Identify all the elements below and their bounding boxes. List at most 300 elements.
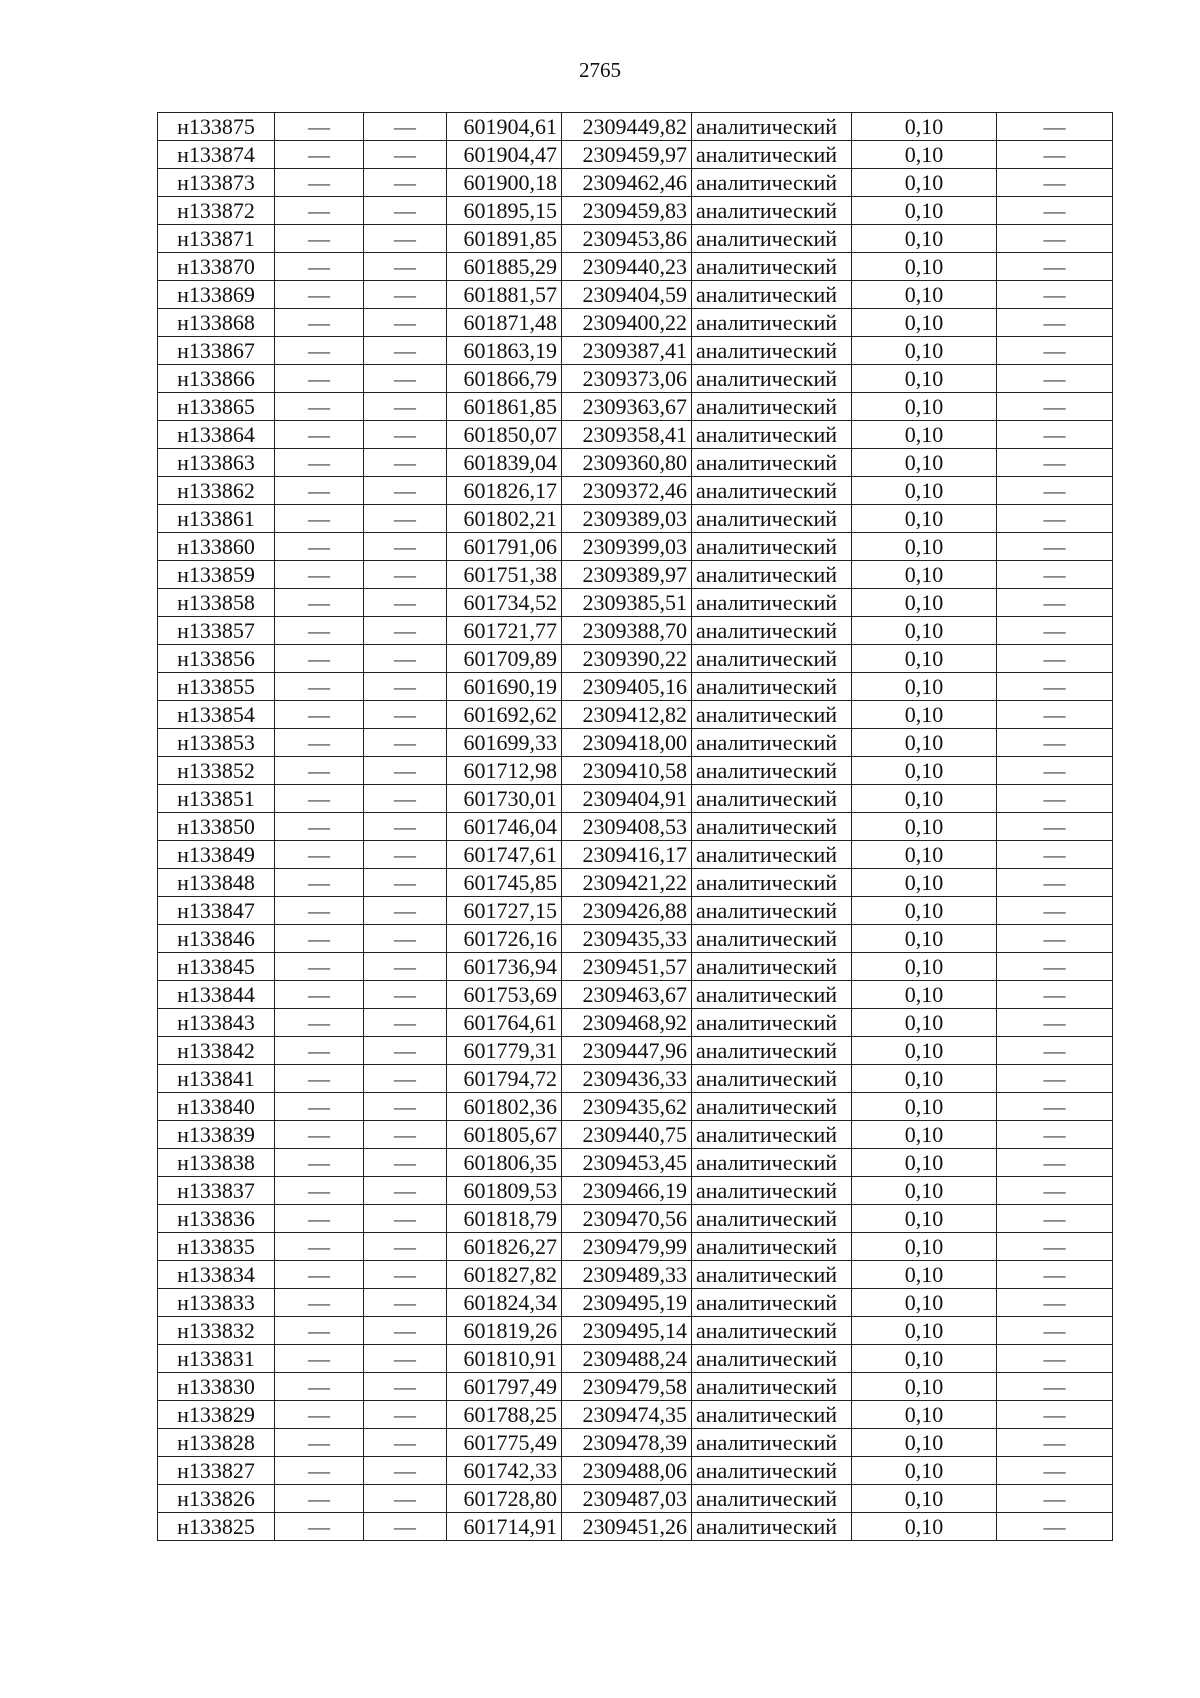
empty-value-cell: — (997, 337, 1113, 365)
empty-value-cell: — (997, 701, 1113, 729)
point-id-cell: н133864 (158, 421, 275, 449)
accuracy-cell: 0,10 (852, 897, 997, 925)
empty-value-cell: — (997, 1289, 1113, 1317)
empty-value-cell: — (364, 197, 447, 225)
empty-value-cell: — (275, 925, 364, 953)
empty-value-cell: — (997, 645, 1113, 673)
empty-value-cell: — (364, 589, 447, 617)
x-coordinate-cell: 601791,06 (447, 533, 562, 561)
table-row (158, 1429, 1113, 1457)
method-cell: аналитический (692, 925, 852, 953)
x-coordinate-cell: 601818,79 (447, 1205, 562, 1233)
empty-value-cell: — (275, 253, 364, 281)
x-coordinate-cell: 601690,19 (447, 673, 562, 701)
empty-value-cell: — (364, 365, 447, 393)
table-row (158, 925, 1113, 953)
point-id-cell: н133867 (158, 337, 275, 365)
empty-value-cell: — (997, 1065, 1113, 1093)
table-row (158, 841, 1113, 869)
empty-value-cell: — (275, 897, 364, 925)
point-id-cell: н133869 (158, 281, 275, 309)
empty-value-cell: — (997, 253, 1113, 281)
accuracy-cell: 0,10 (852, 673, 997, 701)
method-cell: аналитический (692, 897, 852, 925)
empty-value-cell: — (364, 281, 447, 309)
accuracy-cell: 0,10 (852, 813, 997, 841)
empty-value-cell: — (364, 421, 447, 449)
table-row (158, 505, 1113, 533)
empty-value-cell: — (997, 1317, 1113, 1345)
point-id-cell: н133857 (158, 617, 275, 645)
table-row (158, 701, 1113, 729)
method-cell: аналитический (692, 113, 852, 141)
method-cell: аналитический (692, 1485, 852, 1513)
x-coordinate-cell: 601900,18 (447, 169, 562, 197)
y-coordinate-cell: 2309372,46 (562, 477, 692, 505)
empty-value-cell: — (275, 197, 364, 225)
y-coordinate-cell: 2309421,22 (562, 869, 692, 897)
method-cell: аналитический (692, 673, 852, 701)
empty-value-cell: — (997, 393, 1113, 421)
empty-value-cell: — (997, 1261, 1113, 1289)
empty-value-cell: — (997, 981, 1113, 1009)
empty-value-cell: — (364, 393, 447, 421)
empty-value-cell: — (997, 617, 1113, 645)
y-coordinate-cell: 2309399,03 (562, 533, 692, 561)
accuracy-cell: 0,10 (852, 533, 997, 561)
method-cell: аналитический (692, 1205, 852, 1233)
y-coordinate-cell: 2309400,22 (562, 309, 692, 337)
point-id-cell: н133872 (158, 197, 275, 225)
accuracy-cell: 0,10 (852, 1037, 997, 1065)
y-coordinate-cell: 2309488,24 (562, 1345, 692, 1373)
empty-value-cell: — (997, 841, 1113, 869)
y-coordinate-cell: 2309468,92 (562, 1009, 692, 1037)
page-number: 2765 (579, 58, 621, 82)
table-row (158, 141, 1113, 169)
empty-value-cell: — (997, 925, 1113, 953)
table-row (158, 1261, 1113, 1289)
point-id-cell: н133851 (158, 785, 275, 813)
y-coordinate-cell: 2309358,41 (562, 421, 692, 449)
accuracy-cell: 0,10 (852, 589, 997, 617)
method-cell: аналитический (692, 1233, 852, 1261)
empty-value-cell: — (364, 1317, 447, 1345)
method-cell: аналитический (692, 225, 852, 253)
empty-value-cell: — (364, 1345, 447, 1373)
empty-value-cell: — (275, 113, 364, 141)
method-cell: аналитический (692, 197, 852, 225)
x-coordinate-cell: 601827,82 (447, 1261, 562, 1289)
x-coordinate-cell: 601730,01 (447, 785, 562, 813)
empty-value-cell: — (364, 897, 447, 925)
x-coordinate-cell: 601826,27 (447, 1233, 562, 1261)
accuracy-cell: 0,10 (852, 337, 997, 365)
empty-value-cell: — (275, 169, 364, 197)
y-coordinate-cell: 2309488,06 (562, 1457, 692, 1485)
x-coordinate-cell: 601881,57 (447, 281, 562, 309)
y-coordinate-cell: 2309426,88 (562, 897, 692, 925)
point-id-cell: н133849 (158, 841, 275, 869)
accuracy-cell: 0,10 (852, 477, 997, 505)
empty-value-cell: — (997, 813, 1113, 841)
point-id-cell: н133868 (158, 309, 275, 337)
table-row (158, 337, 1113, 365)
empty-value-cell: — (275, 953, 364, 981)
point-id-cell: н133865 (158, 393, 275, 421)
empty-value-cell: — (364, 449, 447, 477)
empty-value-cell: — (997, 1233, 1113, 1261)
empty-value-cell: — (275, 449, 364, 477)
table-row (158, 1149, 1113, 1177)
table-row (158, 1065, 1113, 1093)
empty-value-cell: — (997, 505, 1113, 533)
empty-value-cell: — (997, 225, 1113, 253)
empty-value-cell: — (997, 561, 1113, 589)
method-cell: аналитический (692, 869, 852, 897)
empty-value-cell: — (364, 701, 447, 729)
empty-value-cell: — (275, 1065, 364, 1093)
method-cell: аналитический (692, 1121, 852, 1149)
y-coordinate-cell: 2309447,96 (562, 1037, 692, 1065)
method-cell: аналитический (692, 365, 852, 393)
empty-value-cell: — (997, 141, 1113, 169)
empty-value-cell: — (997, 1401, 1113, 1429)
accuracy-cell: 0,10 (852, 309, 997, 337)
empty-value-cell: — (364, 1121, 447, 1149)
accuracy-cell: 0,10 (852, 1261, 997, 1289)
point-id-cell: н133836 (158, 1205, 275, 1233)
x-coordinate-cell: 601742,33 (447, 1457, 562, 1485)
method-cell: аналитический (692, 253, 852, 281)
method-cell: аналитический (692, 1513, 852, 1541)
empty-value-cell: — (275, 1513, 364, 1541)
accuracy-cell: 0,10 (852, 1345, 997, 1373)
point-id-cell: н133832 (158, 1317, 275, 1345)
point-id-cell: н133843 (158, 1009, 275, 1037)
empty-value-cell: — (997, 1009, 1113, 1037)
table-row (158, 1373, 1113, 1401)
point-id-cell: н133861 (158, 505, 275, 533)
method-cell: аналитический (692, 1177, 852, 1205)
y-coordinate-cell: 2309453,45 (562, 1149, 692, 1177)
empty-value-cell: — (364, 1457, 447, 1485)
point-id-cell: н133873 (158, 169, 275, 197)
empty-value-cell: — (364, 1261, 447, 1289)
method-cell: аналитический (692, 1289, 852, 1317)
empty-value-cell: — (997, 477, 1113, 505)
empty-value-cell: — (275, 1009, 364, 1037)
x-coordinate-cell: 601692,62 (447, 701, 562, 729)
y-coordinate-cell: 2309453,86 (562, 225, 692, 253)
empty-value-cell: — (275, 393, 364, 421)
method-cell: аналитический (692, 1457, 852, 1485)
method-cell: аналитический (692, 1261, 852, 1289)
empty-value-cell: — (997, 1485, 1113, 1513)
x-coordinate-cell: 601806,35 (447, 1149, 562, 1177)
empty-value-cell: — (997, 309, 1113, 337)
method-cell: аналитический (692, 813, 852, 841)
y-coordinate-cell: 2309418,00 (562, 729, 692, 757)
y-coordinate-cell: 2309478,39 (562, 1429, 692, 1457)
empty-value-cell: — (997, 1513, 1113, 1541)
point-id-cell: н133845 (158, 953, 275, 981)
accuracy-cell: 0,10 (852, 1009, 997, 1037)
empty-value-cell: — (275, 1289, 364, 1317)
y-coordinate-cell: 2309387,41 (562, 337, 692, 365)
empty-value-cell: — (275, 981, 364, 1009)
method-cell: аналитический (692, 141, 852, 169)
x-coordinate-cell: 601805,67 (447, 1121, 562, 1149)
accuracy-cell: 0,10 (852, 449, 997, 477)
table-row (158, 981, 1113, 1009)
x-coordinate-cell: 601712,98 (447, 757, 562, 785)
empty-value-cell: — (997, 1149, 1113, 1177)
empty-value-cell: — (364, 869, 447, 897)
accuracy-cell: 0,10 (852, 841, 997, 869)
empty-value-cell: — (997, 897, 1113, 925)
empty-value-cell: — (364, 505, 447, 533)
accuracy-cell: 0,10 (852, 141, 997, 169)
point-id-cell: н133835 (158, 1233, 275, 1261)
point-id-cell: н133831 (158, 1345, 275, 1373)
empty-value-cell: — (997, 1121, 1113, 1149)
accuracy-cell: 0,10 (852, 225, 997, 253)
y-coordinate-cell: 2309463,67 (562, 981, 692, 1009)
empty-value-cell: — (997, 589, 1113, 617)
method-cell: аналитический (692, 393, 852, 421)
empty-value-cell: — (275, 225, 364, 253)
y-coordinate-cell: 2309373,06 (562, 365, 692, 393)
accuracy-cell: 0,10 (852, 645, 997, 673)
empty-value-cell: — (275, 1261, 364, 1289)
x-coordinate-cell: 601839,04 (447, 449, 562, 477)
point-id-cell: н133847 (158, 897, 275, 925)
accuracy-cell: 0,10 (852, 1233, 997, 1261)
table-row (158, 617, 1113, 645)
method-cell: аналитический (692, 421, 852, 449)
accuracy-cell: 0,10 (852, 785, 997, 813)
table-row (158, 729, 1113, 757)
table-row (158, 281, 1113, 309)
y-coordinate-cell: 2309462,46 (562, 169, 692, 197)
method-cell: аналитический (692, 1401, 852, 1429)
method-cell: аналитический (692, 169, 852, 197)
accuracy-cell: 0,10 (852, 1177, 997, 1205)
empty-value-cell: — (364, 141, 447, 169)
accuracy-cell: 0,10 (852, 505, 997, 533)
empty-value-cell: — (275, 1093, 364, 1121)
x-coordinate-cell: 601802,21 (447, 505, 562, 533)
accuracy-cell: 0,10 (852, 981, 997, 1009)
table-row (158, 1485, 1113, 1513)
empty-value-cell: — (364, 1485, 447, 1513)
y-coordinate-cell: 2309466,19 (562, 1177, 692, 1205)
y-coordinate-cell: 2309479,99 (562, 1233, 692, 1261)
empty-value-cell: — (364, 1065, 447, 1093)
y-coordinate-cell: 2309470,56 (562, 1205, 692, 1233)
empty-value-cell: — (275, 841, 364, 869)
empty-value-cell: — (997, 1345, 1113, 1373)
empty-value-cell: — (364, 1429, 447, 1457)
table-row (158, 1177, 1113, 1205)
method-cell: аналитический (692, 1065, 852, 1093)
table-row (158, 1289, 1113, 1317)
accuracy-cell: 0,10 (852, 925, 997, 953)
method-cell: аналитический (692, 981, 852, 1009)
y-coordinate-cell: 2309459,83 (562, 197, 692, 225)
y-coordinate-cell: 2309360,80 (562, 449, 692, 477)
table-row (158, 1121, 1113, 1149)
x-coordinate-cell: 601809,53 (447, 1177, 562, 1205)
empty-value-cell: — (275, 533, 364, 561)
empty-value-cell: — (997, 953, 1113, 981)
table-row (158, 897, 1113, 925)
empty-value-cell: — (275, 1233, 364, 1261)
empty-value-cell: — (997, 421, 1113, 449)
y-coordinate-cell: 2309449,82 (562, 113, 692, 141)
empty-value-cell: — (364, 1205, 447, 1233)
y-coordinate-cell: 2309390,22 (562, 645, 692, 673)
x-coordinate-cell: 601709,89 (447, 645, 562, 673)
accuracy-cell: 0,10 (852, 1429, 997, 1457)
empty-value-cell: — (364, 561, 447, 589)
empty-value-cell: — (364, 673, 447, 701)
y-coordinate-cell: 2309451,26 (562, 1513, 692, 1541)
method-cell: аналитический (692, 1373, 852, 1401)
empty-value-cell: — (275, 1345, 364, 1373)
empty-value-cell: — (364, 169, 447, 197)
empty-value-cell: — (275, 477, 364, 505)
empty-value-cell: — (275, 1317, 364, 1345)
point-id-cell: н133875 (158, 113, 275, 141)
point-id-cell: н133848 (158, 869, 275, 897)
empty-value-cell: — (997, 1177, 1113, 1205)
empty-value-cell: — (997, 365, 1113, 393)
x-coordinate-cell: 601721,77 (447, 617, 562, 645)
empty-value-cell: — (997, 449, 1113, 477)
y-coordinate-cell: 2309451,57 (562, 953, 692, 981)
empty-value-cell: — (997, 113, 1113, 141)
method-cell: аналитический (692, 337, 852, 365)
accuracy-cell: 0,10 (852, 1485, 997, 1513)
empty-value-cell: — (997, 533, 1113, 561)
y-coordinate-cell: 2309440,23 (562, 253, 692, 281)
y-coordinate-cell: 2309389,97 (562, 561, 692, 589)
empty-value-cell: — (275, 1485, 364, 1513)
empty-value-cell: — (275, 645, 364, 673)
x-coordinate-cell: 601728,80 (447, 1485, 562, 1513)
empty-value-cell: — (275, 1373, 364, 1401)
accuracy-cell: 0,10 (852, 1205, 997, 1233)
empty-value-cell: — (275, 141, 364, 169)
method-cell: аналитический (692, 1149, 852, 1177)
empty-value-cell: — (364, 337, 447, 365)
accuracy-cell: 0,10 (852, 953, 997, 981)
point-id-cell: н133842 (158, 1037, 275, 1065)
table-row (158, 225, 1113, 253)
y-coordinate-cell: 2309436,33 (562, 1065, 692, 1093)
method-cell: аналитический (692, 309, 852, 337)
x-coordinate-cell: 601891,85 (447, 225, 562, 253)
empty-value-cell: — (275, 813, 364, 841)
point-id-cell: н133837 (158, 1177, 275, 1205)
empty-value-cell: — (997, 1457, 1113, 1485)
empty-value-cell: — (997, 1093, 1113, 1121)
x-coordinate-cell: 601904,61 (447, 113, 562, 141)
point-id-cell: н133850 (158, 813, 275, 841)
accuracy-cell: 0,10 (852, 253, 997, 281)
table-body (158, 113, 1113, 1541)
empty-value-cell: — (275, 757, 364, 785)
method-cell: аналитический (692, 477, 852, 505)
y-coordinate-cell: 2309389,03 (562, 505, 692, 533)
x-coordinate-cell: 601810,91 (447, 1345, 562, 1373)
point-id-cell: н133852 (158, 757, 275, 785)
y-coordinate-cell: 2309410,58 (562, 757, 692, 785)
method-cell: аналитический (692, 701, 852, 729)
y-coordinate-cell: 2309388,70 (562, 617, 692, 645)
y-coordinate-cell: 2309385,51 (562, 589, 692, 617)
accuracy-cell: 0,10 (852, 1121, 997, 1149)
point-id-cell: н133870 (158, 253, 275, 281)
x-coordinate-cell: 601751,38 (447, 561, 562, 589)
y-coordinate-cell: 2309404,59 (562, 281, 692, 309)
empty-value-cell: — (364, 1373, 447, 1401)
point-id-cell: н133826 (158, 1485, 275, 1513)
x-coordinate-cell: 601797,49 (447, 1373, 562, 1401)
empty-value-cell: — (364, 1009, 447, 1037)
empty-value-cell: — (275, 1177, 364, 1205)
method-cell: аналитический (692, 1345, 852, 1373)
coordinates-table (157, 112, 1113, 1541)
x-coordinate-cell: 601863,19 (447, 337, 562, 365)
point-id-cell: н133839 (158, 1121, 275, 1149)
table-row (158, 1205, 1113, 1233)
empty-value-cell: — (364, 925, 447, 953)
empty-value-cell: — (997, 1373, 1113, 1401)
table-row (158, 533, 1113, 561)
empty-value-cell: — (275, 1205, 364, 1233)
accuracy-cell: 0,10 (852, 169, 997, 197)
empty-value-cell: — (364, 813, 447, 841)
table-row (158, 1233, 1113, 1261)
table-row (158, 757, 1113, 785)
y-coordinate-cell: 2309363,67 (562, 393, 692, 421)
empty-value-cell: — (275, 1429, 364, 1457)
x-coordinate-cell: 601802,36 (447, 1093, 562, 1121)
empty-value-cell: — (997, 1205, 1113, 1233)
table-row (158, 309, 1113, 337)
method-cell: аналитический (692, 617, 852, 645)
point-id-cell: н133827 (158, 1457, 275, 1485)
x-coordinate-cell: 601747,61 (447, 841, 562, 869)
y-coordinate-cell: 2309489,33 (562, 1261, 692, 1289)
accuracy-cell: 0,10 (852, 393, 997, 421)
x-coordinate-cell: 601819,26 (447, 1317, 562, 1345)
empty-value-cell: — (364, 1037, 447, 1065)
accuracy-cell: 0,10 (852, 701, 997, 729)
accuracy-cell: 0,10 (852, 281, 997, 309)
x-coordinate-cell: 601895,15 (447, 197, 562, 225)
y-coordinate-cell: 2309479,58 (562, 1373, 692, 1401)
empty-value-cell: — (997, 197, 1113, 225)
empty-value-cell: — (364, 1289, 447, 1317)
table-row (158, 1401, 1113, 1429)
point-id-cell: н133844 (158, 981, 275, 1009)
table-row (158, 953, 1113, 981)
table-row (158, 421, 1113, 449)
